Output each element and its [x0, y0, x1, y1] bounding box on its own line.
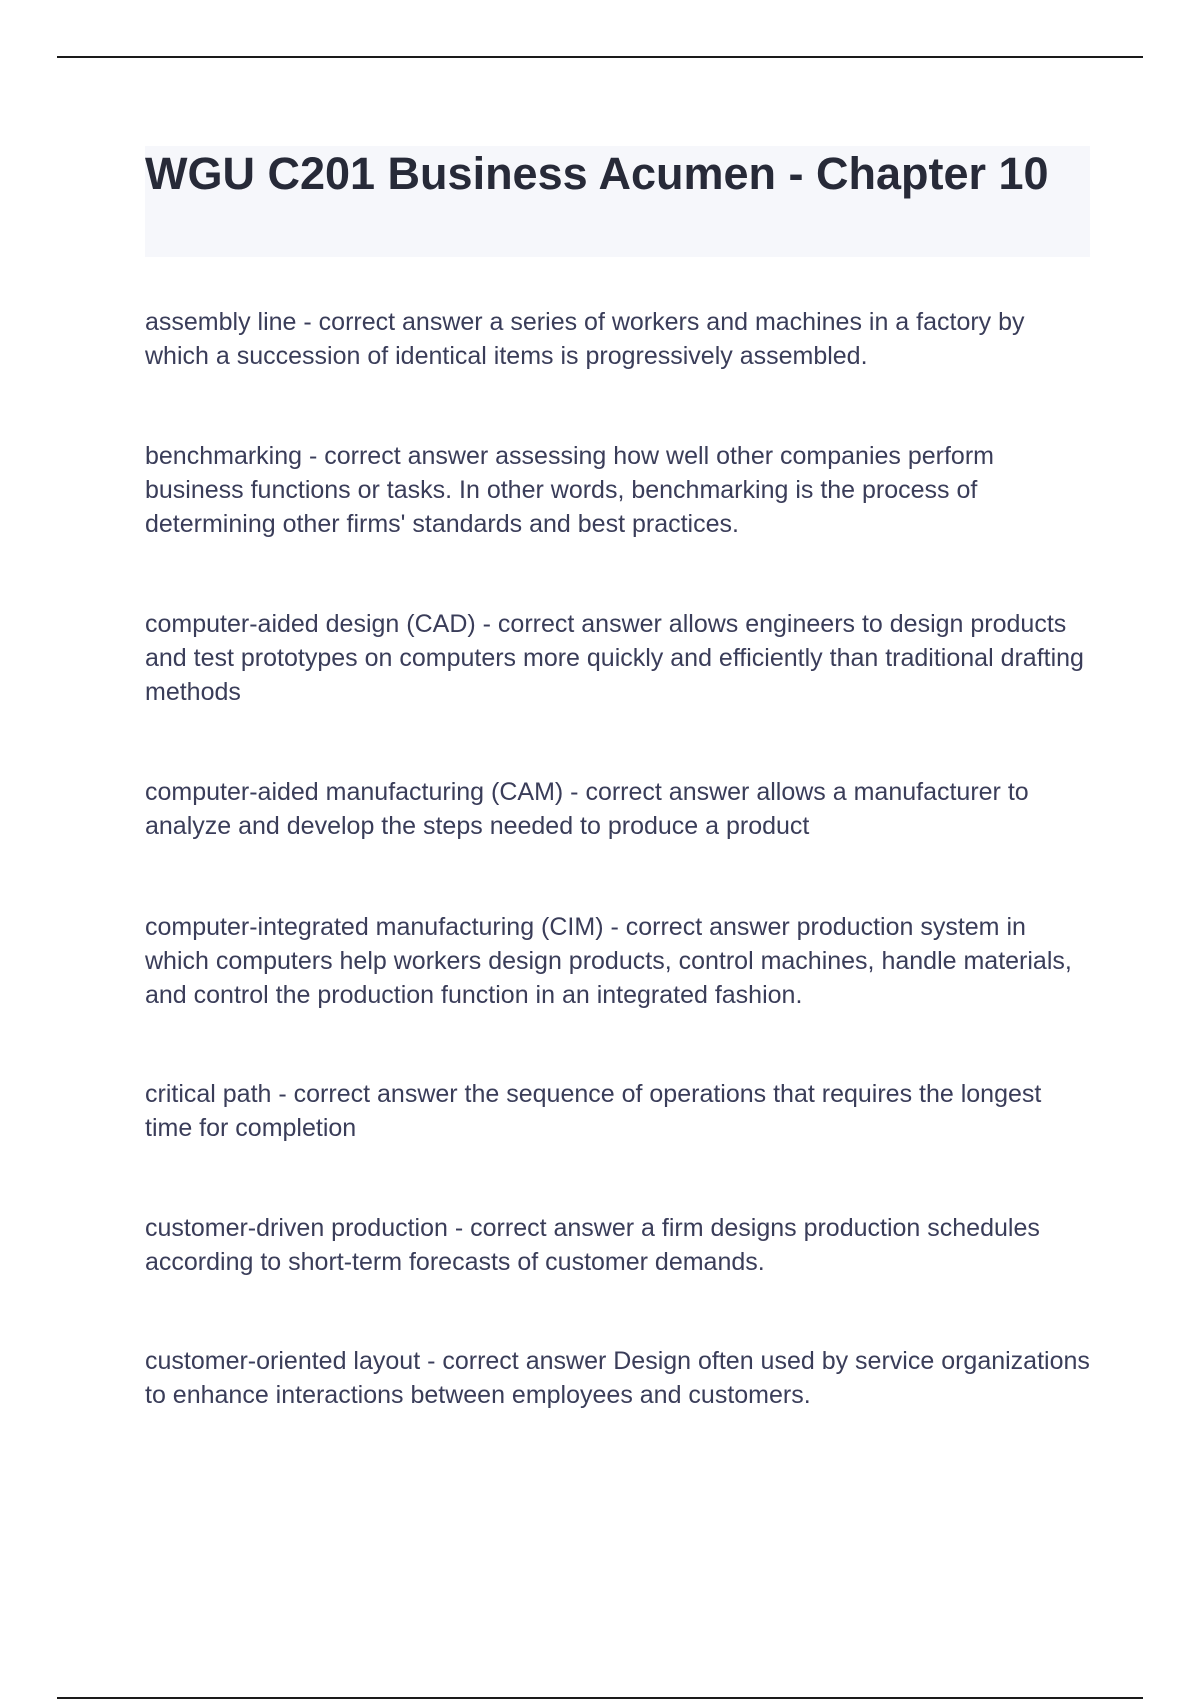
title-banner: [145, 146, 1090, 257]
glossary-entry-assembly-line: assembly line - correct answer a series of workers and machines in a factory by which a succession of identical items is progressively assembled.: [145, 308, 1025, 370]
glossary-entry-critical-path: critical path - correct answer the sequence of operations that requires the longest time for completion: [145, 1080, 1042, 1142]
glossary-entry-benchmarking: benchmarking - correct answer assessing how well other companies perform business functions or tasks. In other words, benchmarking is the process of determining other firms' standards and best practices.: [145, 442, 994, 538]
glossary-entry-cam: computer-aided manufacturing (CAM) - correct answer allows a manufacturer to analyze and develop the steps needed to produce a product: [145, 778, 1029, 840]
glossary-entry-customer-oriented-layout: customer-oriented layout - correct answer Design often used by service organizations to enhance interactions between employees and customers.: [145, 1347, 1090, 1409]
page-title: WGU C201 Business Acumen - Chapter 10: [145, 148, 1049, 199]
top-rule: [57, 56, 1143, 58]
glossary-entry-customer-driven-production: customer-driven production - correct answer a firm designs production schedules according to short-term forecasts of customer demands.: [145, 1214, 1040, 1276]
glossary-entry-cim: computer-integrated manufacturing (CIM) - correct answer production system in which computers help workers design products, control machines, handle materials, and control the production function in an integrated fashion.: [145, 913, 1072, 1009]
glossary-entry-cad: computer-aided design (CAD) - correct answer allows engineers to design products and test prototypes on computers more quickly and efficiently than traditional drafting methods: [145, 610, 1084, 706]
bottom-rule: [57, 1697, 1143, 1699]
